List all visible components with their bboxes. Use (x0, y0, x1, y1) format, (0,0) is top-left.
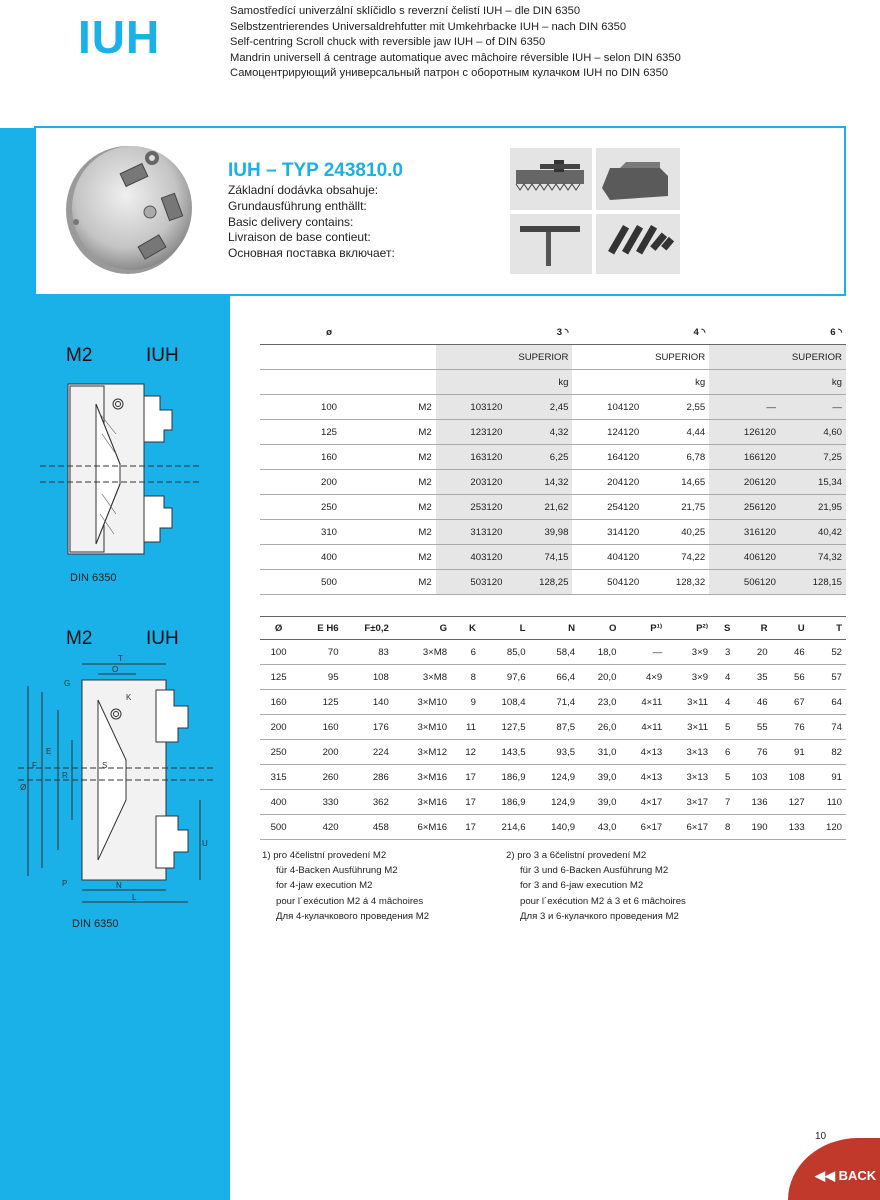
table-cell: 9 (470, 696, 476, 708)
table-cell: 176 (372, 721, 389, 733)
table-cell: 18,0 (597, 646, 617, 658)
column-header: G (393, 617, 451, 640)
table-cell: 3×9 (691, 646, 709, 658)
table-cell: 70 (327, 646, 339, 658)
table-cell: 4,44 (686, 426, 706, 438)
table-cell: 3×13 (686, 771, 709, 783)
drawing1-side-view (40, 374, 200, 564)
table-row (260, 740, 846, 765)
superior-label-6: SUPERIOR (709, 345, 846, 370)
drawing2-iuh-label: IUH (146, 628, 179, 649)
table-cell: 4,60 (780, 420, 846, 445)
table-row (260, 665, 846, 690)
table-cell: 503120 (436, 570, 507, 595)
col-jaws-4: 4 ◝ (572, 320, 709, 345)
delivery-line-en: Basic delivery contains: (228, 214, 354, 229)
table-cell: 39,0 (597, 796, 617, 808)
table-cell: 200 (270, 721, 287, 733)
unit-kg-3: kg (506, 370, 572, 395)
table-cell: 31,0 (597, 746, 617, 758)
jaw-icon: ◝ (564, 326, 569, 338)
table-cell: 203120 (436, 470, 507, 495)
table-cell: 108,4 (501, 696, 526, 708)
column-header: Ø (260, 617, 297, 640)
table-cell: 39,98 (506, 520, 572, 545)
table-cell: 200 (320, 476, 337, 488)
footnote-1: 1) pro 4čelistní provedení M2 für 4-Backen Ausführung M2 for 4-jaw execution M2 pour l´exécution M2 á 4 mâchoires Для 4-кулачкового проведения M2 (262, 850, 430, 922)
dim-label-r: R (62, 771, 68, 780)
delivery-line-cz: Základní dodávka obsahuje: (228, 183, 379, 197)
col-jaws-6: 6 ◝ (709, 320, 846, 345)
table-cell: 85,0 (506, 646, 526, 658)
table-row (260, 545, 846, 570)
table-cell: 6 (725, 746, 731, 758)
desc-line-cz: Samostředící univerzální sklíčidlo s reverzní čelistí IUH – dle DIN 6350 (230, 5, 581, 17)
table-row (260, 420, 846, 445)
table-cell: 3×11 (687, 721, 709, 733)
column-header: T (809, 617, 846, 640)
table-cell: 83 (378, 646, 389, 658)
table-cell: 128,32 (675, 576, 706, 588)
table-cell: 11 (466, 721, 476, 733)
drawing1-din-label: DIN 6350 (70, 572, 117, 584)
jaw-icon: ◝ (838, 326, 842, 338)
superior-label-3: SUPERIOR (436, 345, 573, 370)
table-cell: 186,9 (501, 796, 526, 808)
page-number: 10 (815, 1131, 827, 1142)
desc-line-fr: Mandrin universell á centrage automatique avec mâchoire réversible IUH – selon DIN 6350 (230, 51, 681, 64)
table-cell: 74,15 (506, 545, 572, 570)
jaw-icon: ◝ (701, 326, 706, 338)
table-cell: 26,0 (597, 721, 617, 733)
unit-kg-6: kg (780, 370, 846, 395)
unit-kg-4: kg (695, 376, 706, 388)
table-cell: — (709, 395, 780, 420)
table-cell: 108 (372, 671, 389, 683)
table-cell: 7,25 (780, 445, 846, 470)
table-cell: M2 (418, 451, 432, 463)
delivery-line-de: Grundausführung enthällt: (228, 198, 367, 213)
table-cell: 316120 (709, 520, 780, 545)
table-row (260, 570, 846, 595)
table-cell: 6,78 (686, 451, 706, 463)
table-cell: M2 (418, 401, 432, 413)
table-cell: M2 (418, 426, 432, 438)
table-row (260, 640, 846, 665)
table-cell: 163120 (436, 445, 507, 470)
dim-label-diameter: Ø (20, 783, 27, 792)
table-row (260, 690, 846, 715)
dim-label-t: T (118, 654, 123, 663)
table-cell: 95 (327, 671, 339, 683)
table-cell: 254120 (607, 501, 640, 513)
table-cell: 4 (725, 671, 731, 683)
dim-label-f: F (32, 761, 37, 770)
table-cell: 39,0 (597, 771, 617, 783)
table-cell: 12 (465, 746, 476, 758)
table-cell: 58,4 (556, 646, 576, 658)
chuck-photo (60, 140, 200, 280)
column-header: E H6 (297, 617, 342, 640)
table-cell: 253120 (436, 495, 507, 520)
table-cell: 91 (794, 746, 805, 758)
order-table (260, 320, 846, 595)
table-cell: 250 (270, 746, 287, 758)
table-cell: 166120 (709, 445, 780, 470)
table-cell: 140,9 (551, 821, 576, 833)
table-cell: 6×M16 (417, 821, 448, 833)
table-cell: 4,32 (506, 420, 572, 445)
table-cell: 6 (470, 646, 476, 658)
table-cell: 362 (372, 796, 389, 808)
table-cell: 21,95 (780, 495, 846, 520)
table-cell: M2 (418, 551, 432, 563)
column-header: F±0,2 (343, 617, 393, 640)
table-cell: 330 (322, 796, 339, 808)
table-row (260, 445, 846, 470)
table-cell: 3×11 (687, 696, 709, 708)
product-title: IUH – TYP 243810.0 (228, 160, 403, 181)
table-cell: 67 (794, 696, 805, 708)
dimensions-table (260, 616, 846, 840)
table-cell: 15,34 (780, 470, 846, 495)
table-cell: 3×M8 (422, 671, 448, 683)
table-cell: 6,25 (506, 445, 572, 470)
table-row (260, 715, 846, 740)
table-cell: 4×11 (641, 721, 663, 733)
table-cell: 160 (322, 721, 339, 733)
dim-label-g: G (64, 679, 71, 688)
table-cell: 500 (270, 821, 287, 833)
table-cell: 103120 (436, 395, 507, 420)
drawing2-dimension-view (18, 650, 213, 910)
table-cell: 3×M8 (422, 646, 448, 658)
table-cell: 100 (320, 401, 337, 413)
column-header: O (579, 617, 620, 640)
table-cell: 127 (788, 796, 805, 808)
table-cell: 406120 (709, 545, 780, 570)
table-cell: 214,6 (501, 821, 526, 833)
column-header: R (734, 617, 771, 640)
desc-line-de: Selbstzentrierendes Universaldrehfutter mit Umkehrbacke IUH – nach DIN 6350 (230, 20, 627, 33)
table-cell: 35 (756, 671, 768, 683)
table-cell: 66,4 (556, 671, 576, 683)
table-row (260, 470, 846, 495)
column-header: S (712, 617, 734, 640)
table-cell: 120 (825, 821, 842, 833)
table-cell: 124120 (607, 426, 640, 438)
table-cell: 310 (320, 526, 337, 538)
table-cell: 43,0 (597, 821, 617, 833)
delivery-line-fr: Livraison de base contieut: (228, 230, 371, 245)
table-row (260, 815, 846, 840)
table-cell: 17 (465, 796, 476, 808)
table-cell: 4×17 (640, 796, 663, 808)
column-header: K (451, 617, 480, 640)
table-cell: 14,32 (506, 470, 572, 495)
table-cell: 164120 (607, 451, 640, 463)
table-cell: 128,25 (506, 570, 572, 595)
table-cell: 52 (831, 646, 842, 658)
table-cell: 76 (756, 746, 768, 758)
table-cell: 71,4 (556, 696, 576, 708)
table-cell: 506120 (709, 570, 780, 595)
table-cell: 64 (831, 696, 842, 708)
table-cell: 403120 (436, 545, 507, 570)
table-cell: 57 (831, 671, 842, 683)
footnote-2: 2) pro 3 a 6čelistní provedení M2 für 3 und 6-Backen Ausführung M2 for 3 and 6-jaw execution M2 pour l´exécution M2 á 3 et 6 mâchoires Для 3 и 6-кулачкого проведения M2 (506, 850, 686, 922)
column-header: N (530, 617, 580, 640)
column-header: U (772, 617, 809, 640)
table-cell: 14,65 (681, 476, 706, 488)
table-cell: 4×9 (645, 671, 663, 683)
table-cell: 160 (320, 451, 337, 463)
table-cell: 6×17 (640, 821, 663, 833)
delivery-line-ru: Основная поставка включает: (228, 246, 395, 261)
table-cell: 125 (320, 426, 337, 438)
dim-label-n: N (116, 881, 122, 890)
table-row (260, 495, 846, 520)
table-cell: 133 (788, 821, 805, 833)
table-cell: 125 (322, 696, 339, 708)
table-cell: 76 (794, 721, 805, 733)
column-header: P¹⁾ (620, 617, 666, 640)
table-cell: 206120 (709, 470, 780, 495)
table-cell: 126120 (709, 420, 780, 445)
superior-label-4: SUPERIOR (655, 351, 706, 363)
table-cell: 127,5 (501, 721, 526, 733)
table-cell: 124,9 (551, 771, 576, 783)
table-cell: 74,22 (681, 551, 706, 563)
drawing2-m2-label: M2 (66, 628, 93, 649)
table-cell: 313120 (436, 520, 507, 545)
desc-line-en: Self-centring Scroll chuck with reversible jaw IUH – of DIN 6350 (230, 36, 546, 49)
table-cell: 91 (831, 771, 842, 783)
table-cell: 3×9 (691, 671, 709, 683)
table-cell: 286 (372, 771, 389, 783)
table-cell: 3×17 (686, 796, 709, 808)
table-cell: 55 (756, 721, 768, 733)
table-cell: 4×11 (641, 696, 663, 708)
table-cell: 5 (725, 721, 731, 733)
back-arrow-icon: ◀◀ (815, 1168, 835, 1183)
table-cell: 6×17 (686, 821, 709, 833)
table-cell: 103 (751, 771, 768, 783)
table-cell: M2 (418, 501, 432, 513)
table-cell: 125 (270, 671, 287, 683)
table-cell: 190 (751, 821, 768, 833)
table-cell: 46 (756, 696, 768, 708)
dim-label-e: E (46, 747, 52, 756)
table-cell: 256120 (709, 495, 780, 520)
dim-label-u: U (202, 839, 208, 848)
table-cell: 5 (725, 771, 731, 783)
dim-label-k: K (126, 693, 132, 702)
dim-label-o: O (112, 665, 119, 674)
table-cell: — (780, 395, 846, 420)
table-cell: M2 (418, 476, 432, 488)
table-cell: 7 (725, 796, 731, 808)
table-cell: 200 (322, 746, 339, 758)
table-cell: 314120 (607, 526, 640, 538)
table-cell: 108 (788, 771, 805, 783)
table-cell: 87,5 (556, 721, 576, 733)
table-cell: 458 (372, 821, 389, 833)
dim-label-s: S (102, 761, 108, 770)
drawing1-iuh-label: IUH (146, 345, 179, 366)
description-lines (230, 4, 681, 82)
table-cell: 21,75 (681, 501, 706, 513)
table-cell: M2 (418, 526, 432, 538)
table-cell: 2,45 (506, 395, 572, 420)
table-cell: 20 (756, 646, 768, 658)
table-cell: 74,32 (780, 545, 846, 570)
table-cell: 250 (320, 501, 337, 513)
table-cell: 46 (794, 646, 805, 658)
table-cell: 100 (270, 646, 287, 658)
table-cell: 143,5 (501, 746, 526, 758)
table-cell: 3 (725, 646, 731, 658)
table-cell: 8 (470, 671, 476, 683)
table-cell: 3×M12 (417, 746, 448, 758)
table-cell: 140 (372, 696, 389, 708)
table-cell: 56 (794, 671, 805, 683)
table-cell: 3×13 (686, 746, 709, 758)
table-cell: 400 (320, 551, 337, 563)
delivery-contents (228, 183, 395, 262)
table-cell: 2,55 (686, 401, 706, 413)
table-cell: — (652, 646, 663, 658)
table-cell: 82 (831, 746, 842, 758)
table-row (260, 520, 846, 545)
table-cell: 186,9 (501, 771, 526, 783)
dim-label-l: L (132, 893, 137, 902)
table-cell: 93,5 (556, 746, 576, 758)
table-row (260, 395, 846, 420)
table-cell: 3×M10 (417, 721, 448, 733)
table-cell: 400 (270, 796, 287, 808)
table-row (260, 765, 846, 790)
table-cell: 504120 (607, 576, 640, 588)
drawing1-m2-label: M2 (66, 345, 93, 366)
drawing2-din-label: DIN 6350 (72, 918, 119, 930)
table-cell: M2 (418, 576, 432, 588)
table-cell: 17 (465, 771, 476, 783)
table-cell: 500 (320, 576, 337, 588)
table-cell: 23,0 (597, 696, 617, 708)
table-cell: 420 (322, 821, 339, 833)
table-cell: 124,9 (551, 796, 576, 808)
table-cell: 4 (725, 696, 731, 708)
col-diameter: ø (260, 320, 398, 345)
dim-label-p: P (62, 879, 68, 888)
table-cell: 74 (831, 721, 842, 733)
desc-line-ru: Самоцентрирующий универсальный патрон с оборотным кулачком IUH по DIN 6350 (230, 67, 669, 80)
column-header: L (480, 617, 530, 640)
table-cell: 20,0 (597, 671, 617, 683)
table-cell: 128,15 (780, 570, 846, 595)
table-cell: 315 (270, 771, 287, 783)
back-button-label[interactable]: ◀◀ BACK (815, 1168, 877, 1183)
accessory-photos (510, 148, 680, 274)
table-cell: 224 (372, 746, 389, 758)
table-cell: 104120 (607, 401, 640, 413)
table-cell: 40,42 (780, 520, 846, 545)
table-cell: 4×13 (640, 746, 663, 758)
table-row (260, 790, 846, 815)
table-cell: 4×13 (640, 771, 663, 783)
table-cell: 3×M10 (417, 696, 448, 708)
table-cell: 136 (751, 796, 768, 808)
table-cell: 17 (465, 821, 476, 833)
brand-title: IUH (78, 11, 161, 63)
table-cell: 97,6 (506, 671, 526, 683)
table-cell: 21,62 (506, 495, 572, 520)
table-cell: 204120 (607, 476, 640, 488)
table-cell: 3×M16 (417, 771, 448, 783)
table-cell: 123120 (436, 420, 507, 445)
table-cell: 260 (322, 771, 339, 783)
table-cell: 110 (826, 796, 842, 808)
col-jaws-3: 3 ◝ (436, 320, 573, 345)
table-cell: 40,25 (681, 526, 706, 538)
column-header: P²⁾ (666, 617, 712, 640)
table-cell: 404120 (607, 551, 640, 563)
table-cell: 3×M16 (417, 796, 448, 808)
table-cell: 8 (725, 821, 731, 833)
table-cell: 160 (270, 696, 287, 708)
